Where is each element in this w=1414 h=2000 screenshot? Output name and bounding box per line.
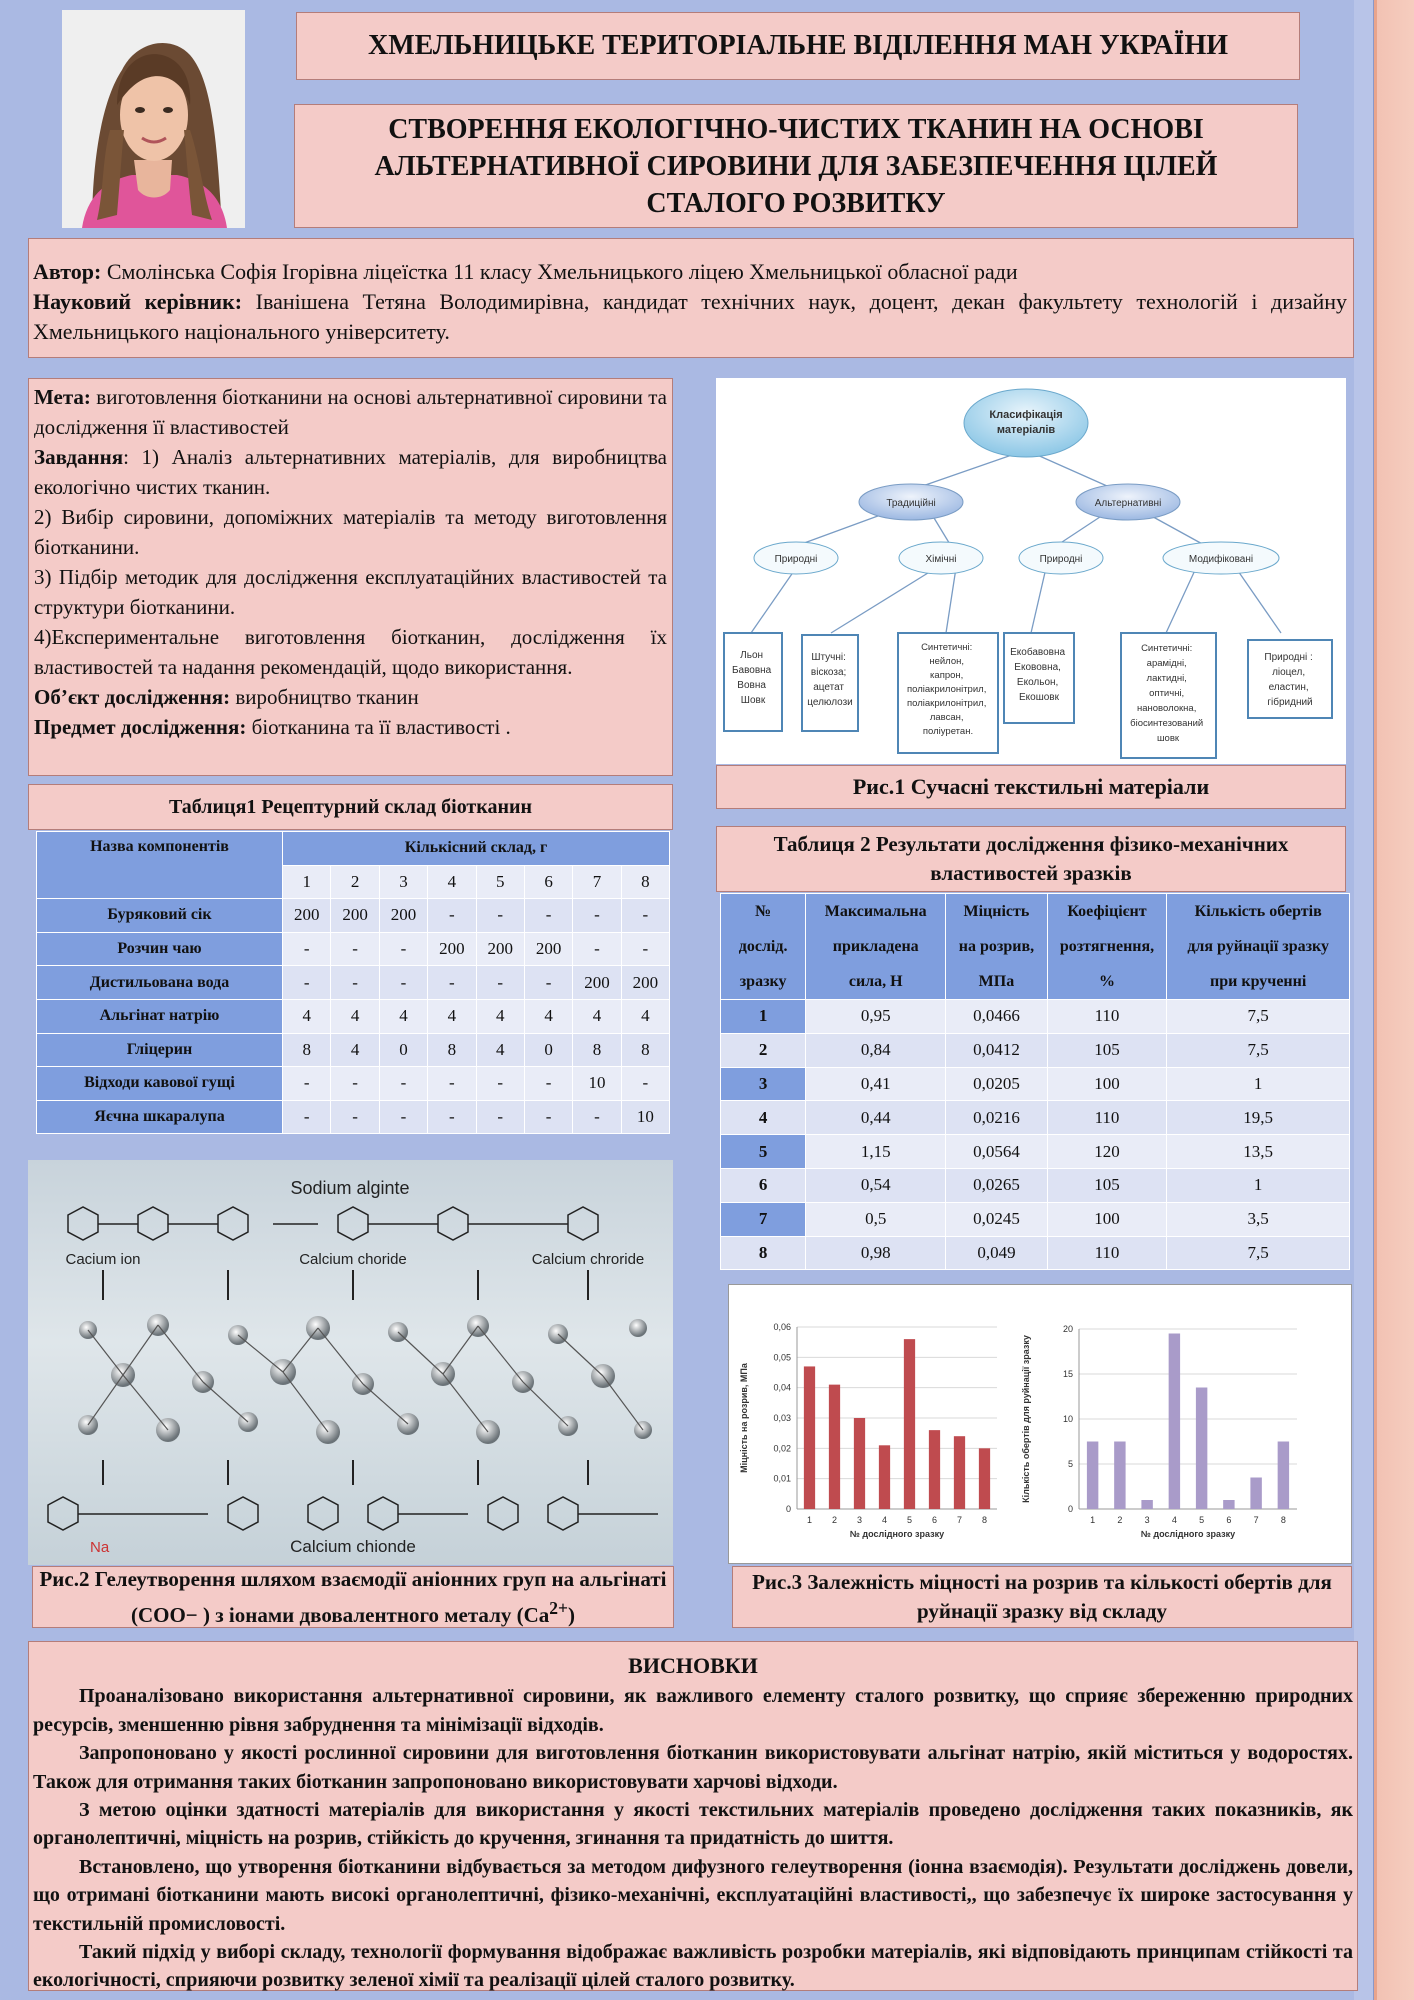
table1-cell: 4 (524, 999, 572, 1033)
table2-cell: 0,54 (806, 1168, 946, 1202)
table1-row (37, 1100, 670, 1134)
conclusion-3: З метою оцінки здатності матеріалів для використання у якості текстильних матеріалів проведено дослідження таких показників, як органолептичні, міцність на розрив, стійкість до кручення, згинання та придатність до шиття. (33, 1799, 1353, 1850)
table2-cell: 0,84 (806, 1033, 946, 1067)
figure2-caption-sup: 2+ (549, 1597, 569, 1618)
table1-cell: 4 (331, 1033, 379, 1067)
table1-header-amount: Кількісний склад, г (283, 832, 670, 866)
table2-header-line: № (755, 903, 772, 920)
table2-cell: 0,0265 (946, 1168, 1047, 1202)
leaf2-line2: віскоза; (810, 667, 847, 678)
chart2-bar (1278, 1442, 1289, 1510)
chart2-bar (1250, 1478, 1261, 1510)
table1-cell: 200 (428, 932, 476, 966)
diagram-label-alternative: Альтернативні (1094, 498, 1162, 509)
table1-cell: - (428, 1067, 476, 1101)
table1-sample-header: 1 (283, 865, 331, 899)
table1-row-label: Яєчна шкаралупа (37, 1100, 283, 1134)
table1-cell: - (428, 966, 476, 1000)
table2-row (721, 1202, 1350, 1236)
table2-sample-number: 7 (721, 1202, 806, 1236)
chart1-ylabel: Міцність на розрив, МПа (739, 1363, 749, 1473)
bottom-molecules (48, 1497, 658, 1530)
table2-header-line: сила, Н (848, 973, 903, 990)
author-label: Автор: (33, 259, 102, 284)
table1-sample-header: 4 (428, 865, 476, 899)
fig2-title: Sodium alginte (290, 1178, 410, 1198)
chart1-ytick: 0,04 (773, 1382, 791, 1393)
leaf5-line2: арамідні, (1146, 658, 1187, 669)
chart1-bar (804, 1366, 815, 1509)
table2-cell: 0,44 (806, 1101, 946, 1135)
table1-row (37, 1033, 670, 1067)
molecular-lattice (78, 1314, 652, 1444)
diagram-connectors (751, 450, 1281, 633)
chart1-bar (879, 1445, 890, 1509)
chart2-xtick: 3 (1144, 1515, 1150, 1525)
chart2-xtick: 6 (1226, 1515, 1232, 1525)
table1-cell: - (331, 966, 379, 1000)
diagram-root-line2: матеріалів (996, 424, 1056, 436)
goal-label: Мета: (34, 385, 91, 409)
arrows-down-bottom (103, 1460, 588, 1485)
chart1-bar (929, 1430, 940, 1509)
table2-cell: 7,5 (1167, 1033, 1350, 1067)
table2-header-line: при крученні (1210, 973, 1307, 990)
chart1-ytick: 0,05 (773, 1352, 791, 1363)
table2-cell: 7,5 (1167, 1000, 1350, 1034)
table2-cell: 110 (1047, 1101, 1167, 1135)
table1-cell: - (331, 1100, 379, 1134)
table2-header-line: Кількість обертів (1194, 903, 1322, 920)
table1-cell: - (476, 1100, 524, 1134)
table2-cell: 110 (1047, 1000, 1167, 1034)
chart1-xtick: 3 (856, 1515, 863, 1525)
diagram-label-natural1: Природні (774, 554, 818, 565)
table1-sample-header: 5 (476, 865, 524, 899)
chart1-bar (904, 1339, 915, 1509)
table1-cell: 200 (283, 899, 331, 933)
table1-cell: 4 (379, 999, 427, 1033)
chart2-xtick: 1 (1090, 1515, 1096, 1525)
table1-row-label: Розчин чаю (37, 932, 283, 966)
table2-sample-number: 4 (721, 1101, 806, 1135)
leaf1-line1: Льон (740, 650, 764, 661)
table1-row-label: Відходи кавової гущі (37, 1067, 283, 1101)
chart2-ytick: 10 (1062, 1414, 1073, 1424)
chart2-ylabel: Кількість обертів для руйнації зразку (1021, 1335, 1031, 1503)
chart2-bar (1169, 1334, 1180, 1510)
chart1-ytick: 0,01 (773, 1473, 791, 1484)
table1-cell: 200 (331, 899, 379, 933)
task-1: : 1) Аналіз альтернативних матеріалів, для виробництва екологічно чистих тканин. (34, 445, 667, 499)
table1-cell: 200 (379, 899, 427, 933)
table2-cell: 0,0216 (946, 1101, 1047, 1135)
table2-cell: 7,5 (1167, 1236, 1350, 1270)
table1-cell: 8 (621, 1033, 669, 1067)
table2-header-line: для руйнації зразку (1187, 938, 1330, 955)
conclusion-4: Встановлено, що утворення біотканини відбувається за методом дифузного гелеутворення (іонна взаємодія). Результати досліджень довели, що отримані біотканини мають високі органолептичні, фізико-механічні, експлуатаційні властивості,, що забезпечує їх широке застосування у текстильній промисловості. (33, 1855, 1353, 1935)
table1-cell: 4 (573, 999, 621, 1033)
leaf3-line5: поліакрилонітрил, (907, 698, 987, 709)
table2-header (1047, 894, 1167, 1000)
table2-header (1167, 894, 1350, 1000)
table2-header-line: Коефіцієнт (1067, 903, 1147, 920)
table1-sample-header: 6 (524, 865, 572, 899)
leaf6-line4: гібридний (1267, 697, 1313, 708)
table1-cell: 4 (476, 1033, 524, 1067)
table2-cell: 19,5 (1167, 1101, 1350, 1135)
table2-header-line: МПа (978, 973, 1015, 990)
table2-header-line: % (1099, 973, 1115, 990)
table2-row (721, 1000, 1350, 1034)
author-photo (62, 10, 245, 228)
authors-block (28, 238, 1354, 358)
conclusion-1: Проаналізовано використання альтернативної сировини, як важливого елементу сталого розвитку, що сприяє збереженню природних ресурсів, зменшенню рівня забруднення та мінімізації відходів. (33, 1685, 1353, 1736)
table1-cell: - (379, 1067, 427, 1101)
table1-row (37, 999, 670, 1033)
table1-cell: 4 (476, 999, 524, 1033)
figure2-caption-main: Рис.2 Гелеутворення шляхом взаємодії аніонних груп на альгінаті (COO− ) з іонами двовалентного металу (Ca (39, 1566, 667, 1627)
table2-row (721, 1101, 1350, 1135)
table1-cell: - (524, 966, 572, 1000)
table2-row (721, 1067, 1350, 1101)
table1-cell: - (524, 899, 572, 933)
tasks-label: Завдання (34, 445, 124, 469)
task-3: 3) Підбір методик для дослідження експлуатаційних властивостей та структури біотканини. (34, 565, 667, 619)
table1-sample-header: 3 (379, 865, 427, 899)
supervisor-text: Іванішена Тетяна Володимирівна, кандидат технічних наук, доцент, декан факультету технологій і дизайну Хмельницького національного університету. (33, 289, 1347, 344)
table2-row (721, 1033, 1350, 1067)
table1-cell: - (621, 899, 669, 933)
chart2-xtick: 7 (1253, 1515, 1259, 1525)
chart2-bar (1223, 1500, 1234, 1509)
leaf3-line6: лавсан, (929, 712, 964, 723)
chart1-xtick: 5 (906, 1515, 913, 1525)
figure2-caption (32, 1566, 674, 1628)
leaf2-line3: ацетат (813, 682, 845, 693)
diagram-root-node (964, 389, 1088, 457)
table2-cell: 0,0245 (946, 1202, 1047, 1236)
table1-sample-header: 7 (573, 865, 621, 899)
table2-cell: 0,98 (806, 1236, 946, 1270)
goal-text: виготовлення біотканини на основі альтернативної сировини та дослідження її властивостей (34, 385, 667, 439)
table1-cell: 4 (283, 999, 331, 1033)
diagram-label-chemical: Хімічні (925, 554, 957, 565)
table2-header (806, 894, 946, 1000)
decorative-border (1374, 0, 1414, 2000)
object-label: Об’єкт дослідження: (34, 685, 231, 709)
chart1-bar (954, 1436, 965, 1509)
table2-cell: 0,95 (806, 1000, 946, 1034)
top-molecules (68, 1207, 598, 1240)
table2-header (721, 894, 806, 1000)
table1-cell: 0 (524, 1033, 572, 1067)
table1-cell: - (573, 1100, 621, 1134)
table1-cell: - (379, 932, 427, 966)
leaf5-line3: лактидні, (1146, 673, 1187, 684)
composition-table (36, 831, 670, 1134)
leaf5-line6: біосинтезований (1130, 718, 1204, 729)
table1-row (37, 932, 670, 966)
table2-header (946, 894, 1047, 1000)
conclusion-2: Запропоновано у якості рослинної сировини для виготовлення біотканин використовувати альгінат натрію, якій міститься у водоростях. Також для отримання таких біотканин запропоновано використовувати харчові відходи. (33, 1742, 1353, 1793)
table2-row (721, 1168, 1350, 1202)
conclusions-title: ВИСНОВКИ (628, 1653, 758, 1678)
table1-cell: - (524, 1067, 572, 1101)
leaf4-line4: Екошовк (1019, 692, 1059, 703)
chart1-ytick: 0,03 (773, 1413, 791, 1423)
table2-row (721, 1236, 1350, 1270)
table1-cell: - (283, 966, 331, 1000)
table2-cell: 100 (1047, 1067, 1167, 1101)
table2-caption: Таблиця 2 Результати дослідження фізико-механічних властивостей зразків (716, 826, 1346, 892)
chart2-ytick: 0 (1067, 1504, 1073, 1514)
leaf3-line1: Синтетичні: (921, 642, 973, 653)
table1-cell: - (283, 932, 331, 966)
chart2-bar (1114, 1442, 1125, 1510)
table2-cell: 3,5 (1167, 1202, 1350, 1236)
chart1-xlabel: № дослідного зразку (849, 1529, 945, 1539)
table2-cell: 0,049 (946, 1236, 1047, 1270)
subject-text: біотканина та її властивості . (246, 715, 511, 739)
figure3-caption: Рис.3 Залежність міцності на розрив та кількості обертів для руйнації зразку від складу (732, 1566, 1352, 1628)
organization-title: ХМЕЛЬНИЦЬКЕ ТЕРИТОРІАЛЬНЕ ВІДІЛЕННЯ МАН УКРАЇНИ (296, 12, 1300, 80)
table2-sample-number: 8 (721, 1236, 806, 1270)
table1-cell: - (621, 932, 669, 966)
leaf3-line7: поліуретан. (922, 726, 974, 737)
chart2-xtick: 8 (1280, 1515, 1286, 1525)
fig2-label-left: Cacium ion (65, 1251, 141, 1268)
table2-header-line: зразку (739, 973, 787, 990)
chart2-bar (1141, 1500, 1152, 1509)
leaf6-line1: Природні : (1264, 652, 1313, 663)
table1-cell: 200 (524, 932, 572, 966)
table1-row (37, 899, 670, 933)
leaf5-line7: шовк (1156, 733, 1180, 744)
table1-cell: - (573, 932, 621, 966)
table2-cell: 0,0466 (946, 1000, 1047, 1034)
diagram-label-modified: Модифіковані (1188, 554, 1254, 565)
table1-cell: 4 (428, 999, 476, 1033)
leaf1-line3: Вовна (737, 680, 766, 691)
chart2-xtick: 2 (1117, 1515, 1123, 1525)
table1-row (37, 1067, 670, 1101)
table2-cell: 120 (1047, 1135, 1167, 1169)
table2-sample-number: 1 (721, 1000, 806, 1034)
chart2-ytick: 20 (1062, 1324, 1073, 1334)
table1-cell: - (331, 932, 379, 966)
leaf1-line2: Бавовна (731, 665, 772, 676)
table2-header-line: Міцність (963, 903, 1030, 920)
task-2: 2) Вибір сировини, допоміжних матеріалів та методу виготовлення біотканини. (34, 505, 667, 559)
chart1-bar (979, 1448, 990, 1509)
table1-cell: 10 (573, 1067, 621, 1101)
chart1-xtick: 1 (806, 1515, 813, 1525)
chart1-xtick: 7 (956, 1515, 963, 1525)
leaf4-line2: Екововна, (1014, 662, 1061, 673)
figure1-caption: Рис.1 Сучасні текстильні матеріали (716, 765, 1346, 809)
table1-cell: 0 (379, 1033, 427, 1067)
table2-header-line: дослід. (738, 938, 788, 955)
table2-row (721, 1135, 1350, 1169)
table2-cell: 1 (1167, 1067, 1350, 1101)
results-charts (728, 1284, 1352, 1564)
table1-cell: 8 (573, 1033, 621, 1067)
table1-row-label: Дистильована вода (37, 966, 283, 1000)
table1-row-label: Буряковий сік (37, 899, 283, 933)
fig2-label-bottom: Calcium chionde (290, 1537, 416, 1556)
leaf4-line3: Екольон, (1016, 677, 1059, 688)
table2-cell: 0,5 (806, 1202, 946, 1236)
table1-row-label: Гліцерин (37, 1033, 283, 1067)
leaf4-line1: Екобавовна (1010, 647, 1066, 658)
fig2-label-right: Calcium chroride (531, 1251, 645, 1268)
table2-cell: 0,41 (806, 1067, 946, 1101)
table1-cell: - (621, 1067, 669, 1101)
table2-cell: 110 (1047, 1236, 1167, 1270)
table1-cell: 200 (476, 932, 524, 966)
chart2-bar (1196, 1388, 1207, 1510)
table1-cell: - (428, 1100, 476, 1134)
author-text: Смолінська Софія Ігорівна ліцеїстка 11 класу Хмельницького ліцею Хмельницької обласної ради (101, 259, 1018, 284)
conclusion-5: Такий підхід у виборі складу, технології формування відображає важливість розробки матеріалів, які відповідають принципам стійкості та екологічності, сприяючи розвитку зеленої хімії та реалізації цілей сталого розвитку. (33, 1941, 1353, 1992)
table2-header-line: прикладена (832, 938, 919, 955)
leaf3-line3: капрон, (930, 670, 964, 681)
table1-cell: 8 (283, 1033, 331, 1067)
table1-caption: Таблиця1 Рецептурний склад біотканин (28, 784, 673, 830)
table2-cell: 1,15 (806, 1135, 946, 1169)
table1-cell: 8 (428, 1033, 476, 1067)
table1-cell: - (476, 899, 524, 933)
table2-cell: 1 (1167, 1168, 1350, 1202)
chart1-xtick: 6 (931, 1515, 938, 1525)
leaf6-line2: лiоцел, (1272, 667, 1306, 678)
leaf2-line4: целюлози (807, 697, 853, 708)
table2-sample-number: 6 (721, 1168, 806, 1202)
leaf1-line4: Шовк (740, 695, 766, 706)
fig2-label-mid: Calcium choride (299, 1251, 407, 1268)
table1-sample-header: 8 (621, 865, 669, 899)
chart1-xtick: 8 (981, 1515, 988, 1525)
table1-cell: - (428, 899, 476, 933)
diagram-root-line1: Класифікація (989, 409, 1063, 421)
arrows-down (103, 1270, 588, 1300)
fig2-label-na: Na (90, 1539, 110, 1556)
table2-cell: 13,5 (1167, 1135, 1350, 1169)
table2-sample-number: 2 (721, 1033, 806, 1067)
chart2-ytick: 5 (1067, 1459, 1073, 1469)
table1-sample-header: 2 (331, 865, 379, 899)
table1-cell: - (524, 1100, 572, 1134)
table1-cell: - (379, 966, 427, 1000)
table1-row-label: Альгінат натрію (37, 999, 283, 1033)
table1-cell: 4 (621, 999, 669, 1033)
leaf6-line3: еластин, (1268, 682, 1309, 693)
table1-cell: - (331, 1067, 379, 1101)
task-4: 4)Експериментальне виготовлення біотканин, дослідження їх властивостей та надання рекомендацій, щодо використання. (34, 625, 667, 679)
figure2-caption-end: ) (568, 1602, 576, 1627)
chart2-ytick: 15 (1062, 1369, 1073, 1379)
diagram-label-natural2: Природні (1039, 554, 1083, 565)
leaf5-line4: оптичні, (1149, 688, 1185, 699)
chart2-bar (1087, 1442, 1098, 1510)
poster-title: СТВОРЕННЯ ЕКОЛОГІЧНО-ЧИСТИХ ТКАНИН НА ОСНОВІ АЛЬТЕРНАТИВНОЇ СИРОВИНИ ДЛЯ ЗАБЕЗПЕЧЕННЯ ЦІЛЕЙ СТАЛОГО РОЗВИТКУ (294, 104, 1298, 228)
charts-svg (729, 1285, 1353, 1565)
leaf3-line2: нейлон, (929, 656, 965, 667)
table1-cell: 4 (331, 999, 379, 1033)
chart2-xlabel: № дослідного зразку (1140, 1529, 1236, 1539)
table2-header-line: Максимальна (824, 903, 927, 920)
table2-cell: 0,0205 (946, 1067, 1047, 1101)
leaf5-line5: нановолокна, (1137, 703, 1197, 714)
chart1-xtick: 2 (831, 1515, 838, 1525)
subject-label: Предмет дослідження: (34, 715, 247, 739)
chart1-bar (854, 1418, 865, 1509)
chart2-xtick: 4 (1171, 1515, 1177, 1525)
table2-cell: 105 (1047, 1033, 1167, 1067)
table1-cell: - (573, 899, 621, 933)
leaf5-line1: Синтетичні: (1141, 643, 1193, 654)
table2-cell: 105 (1047, 1168, 1167, 1202)
table1-cell: 10 (621, 1100, 669, 1134)
chart1-ytick: 0,06 (773, 1322, 791, 1332)
chart1-bar (829, 1385, 840, 1509)
classification-diagram (716, 378, 1346, 764)
table1-cell: - (476, 1067, 524, 1101)
table2-header-line: розтягнення, (1059, 938, 1155, 955)
table1-cell: - (476, 966, 524, 1000)
leaf3-line4: поліакрилонітрил, (907, 684, 987, 695)
results-table (720, 893, 1350, 1270)
table1-cell: 200 (573, 966, 621, 1000)
table2-cell: 0,0564 (946, 1135, 1047, 1169)
table2-cell: 100 (1047, 1202, 1167, 1236)
chart2-xtick: 5 (1199, 1515, 1205, 1525)
leaf2-line1: Штучні: (811, 652, 846, 663)
table1-cell: - (283, 1067, 331, 1101)
diagram-label-traditional: Традиційні (886, 498, 936, 509)
chart1-ytick: 0 (785, 1504, 791, 1514)
table2-sample-number: 3 (721, 1067, 806, 1101)
chart1-ytick: 0,02 (773, 1443, 791, 1454)
table1-cell: 200 (621, 966, 669, 1000)
chart1-xtick: 4 (881, 1515, 888, 1525)
table2-cell: 0,0412 (946, 1033, 1047, 1067)
table1-row (37, 966, 670, 1000)
object-text: виробництво тканин (230, 685, 419, 709)
goal-block (28, 378, 673, 776)
table2-sample-number: 5 (721, 1135, 806, 1169)
table2-header-line: на розрив, (958, 938, 1035, 955)
alginate-gelation-image (28, 1160, 673, 1565)
table1-cell: - (379, 1100, 427, 1134)
table1-header-name: Назва компонентів (37, 832, 283, 899)
table1-cell: - (283, 1100, 331, 1134)
supervisor-label: Науковий керівник: (33, 289, 243, 314)
conclusions-block (28, 1641, 1358, 1991)
